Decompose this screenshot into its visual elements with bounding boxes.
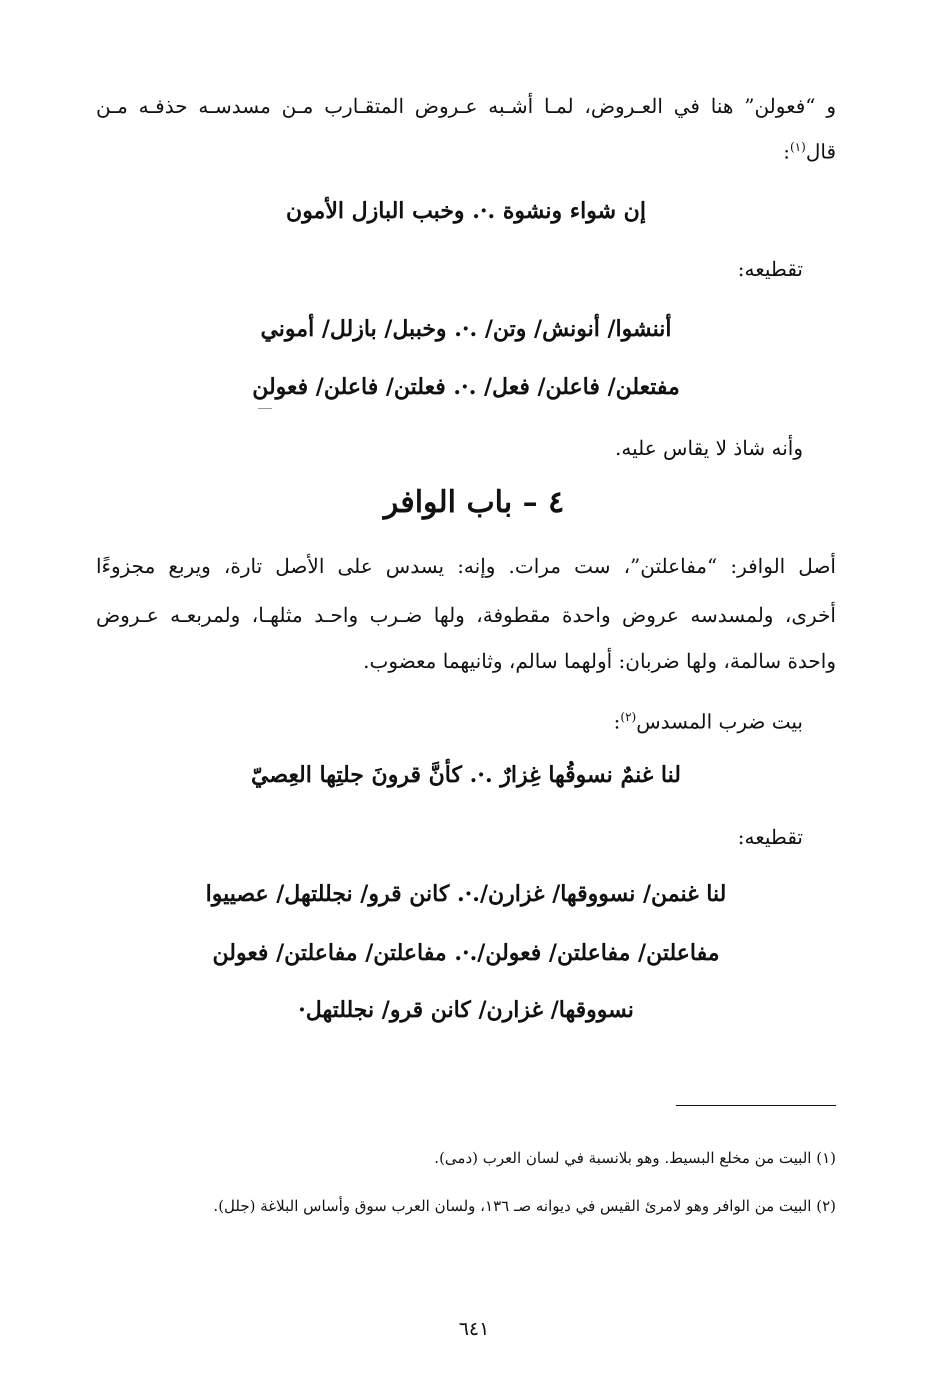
- bayt-label-end: :: [613, 709, 621, 734]
- intro-line-2: [96, 132, 836, 167]
- scansion-1-line-1: أننشوا/ أنونش/ وتن/ .·. وخببل/ بازلل/ أموني: [260, 316, 672, 342]
- verse-2: لنا غنمٌ نسوقُها غِزارٌ .·. كأنَّ قرونَ جلتِها العِصيّ: [251, 762, 681, 788]
- intro-line-2-text: قال: [805, 139, 836, 164]
- closing-note: وأنه شاذ لا يقاس عليه.: [615, 436, 803, 460]
- scansion-2-line-3: نسووقها/ غزارن/ كانن قرو/ نجللتهل·: [298, 997, 634, 1023]
- scansion-2-line-1: لنا غنمن/ نسووقها/ غزارن/.·. كانن قرو/ نجللتهل/ عصييوا: [205, 881, 727, 907]
- bayt-label-text: بيت ضرب المسدس: [636, 709, 803, 734]
- page-number: ٦٤١: [458, 1318, 490, 1340]
- taqti-label-1: تقطيعه:: [737, 257, 803, 281]
- paragraph-line-3: واحدة سالمة، ولها ضربان: أولهما سالم، وثانيهما معضوب.: [363, 649, 836, 673]
- scansion-2-line-2: مفاعلتن/ مفاعلتن/ فعولن/.·. مفاعلتن/ مفاعلتن/ فعولن: [212, 940, 720, 966]
- footnote-1: (١) البيت من مخلع البسيط. وهو بلانسبة في لسان العرب (دمى).: [434, 1149, 836, 1167]
- footnote-separator: [676, 1105, 836, 1106]
- section-heading: ٤ – باب الوافر: [383, 485, 565, 520]
- paragraph-line-1: أصل الوافر: “مفاعلتن”، ست مرات. وإنه: يسدس على الأصل تارة، ويربع مجزوءًا: [96, 554, 836, 578]
- intro-line-1: و “فعولن” هنا في العـروض، لمـا أشـبه عـروض المتقـارب مـن مسدسـه حذفـه مـن: [96, 94, 836, 118]
- scansion-1-line-2: مفتعلن/ فاعلن/ فعل/ .·. فعلتن/ فاعلن/ فعولن: [252, 374, 680, 400]
- footnote-ref-2: (٢): [620, 710, 637, 724]
- taqti-label-2: تقطيعه:: [737, 825, 803, 849]
- underline-mark: [258, 408, 272, 409]
- verse-1: إن شواء ونشوة .·. وخبب البازل الأمون: [286, 198, 646, 224]
- paragraph-line-2: أخرى، ولمسدسه عروض واحدة مقطوفة، ولها ضـرب واحـد مثلهـا، ولمربعـه عـروض: [96, 603, 836, 627]
- intro-line-2-end: :: [783, 139, 790, 164]
- bayt-label: [96, 702, 803, 737]
- footnote-2: (٢) البيت من الوافر وهو لامرئ القيس في ديوانه صـ ١٣٦، ولسان العرب سوق وأساس البلاغة (جلل).: [213, 1197, 836, 1215]
- footnote-ref-1: (١): [789, 140, 806, 154]
